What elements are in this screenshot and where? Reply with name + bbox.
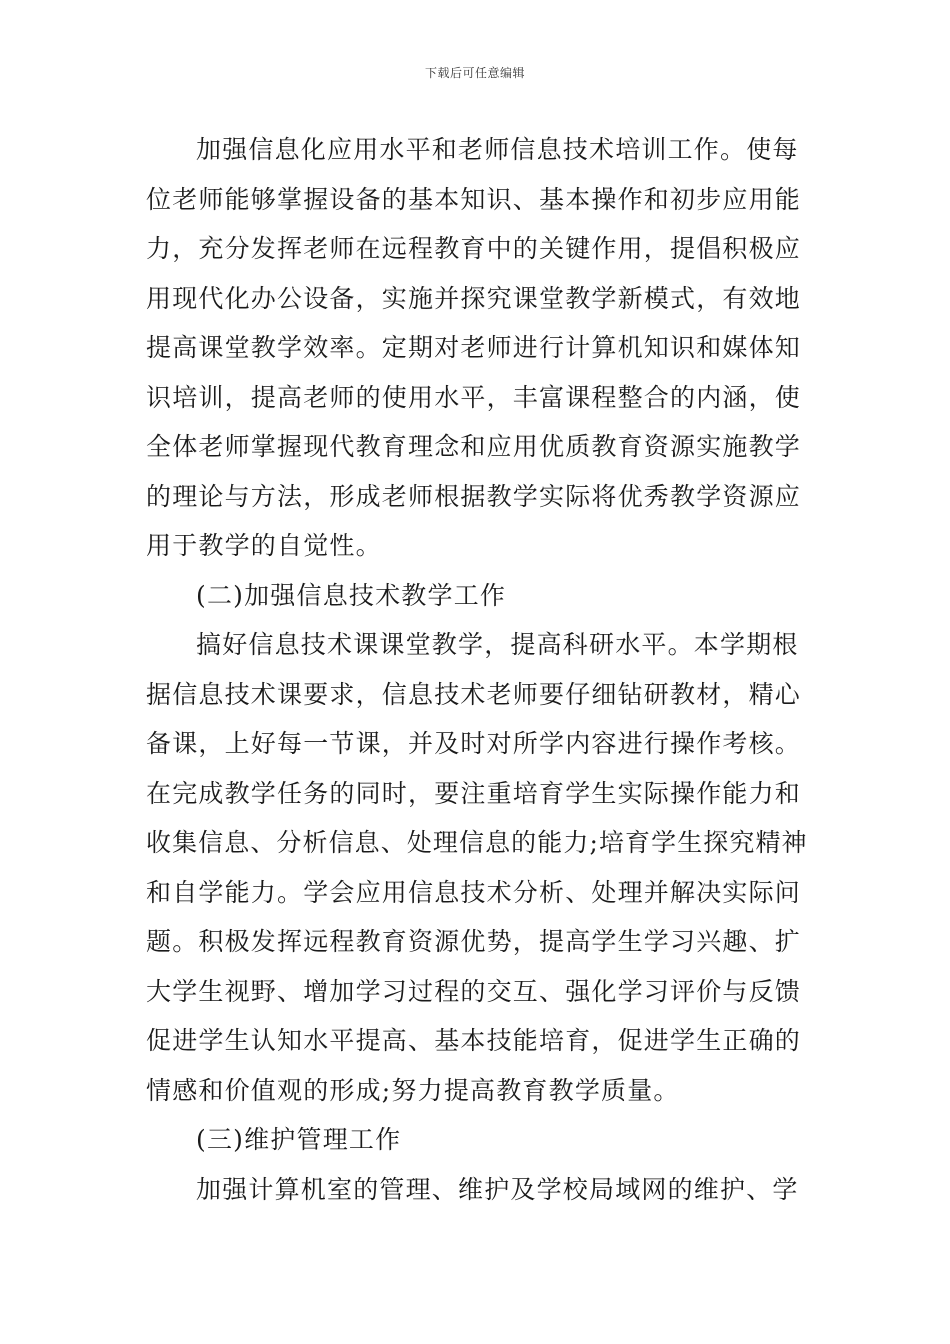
text-line: 位老师能够掌握设备的基本知识、基本操作和初步应用能 [146, 185, 802, 214]
text-line: 大学生视野、增加学习过程的交互、强化学习评价与反馈 [146, 977, 802, 1006]
text-line: 搞好信息技术课课堂教学，提高科研水平。本学期根 [196, 630, 799, 659]
text-line: 全体老师掌握现代教育理念和应用优质教育资源实施教学 [146, 432, 802, 461]
text-line: 情感和价值观的形成;努力提高教育教学质量。 [146, 1076, 680, 1105]
text-line: 备课，上好每一节课，并及时对所学内容进行操作考核。 [146, 729, 802, 758]
text-line: 促进学生认知水平提高、基本技能培育，促进学生正确的 [146, 1026, 802, 1055]
text-line: 加强信息化应用水平和老师信息技术培训工作。使每 [196, 135, 799, 164]
section-heading: (三)维护管理工作 [196, 1125, 402, 1154]
text-line: 收集信息、分析信息、处理信息的能力;培育学生探究精神 [146, 828, 808, 857]
text-line: 力，充分发挥老师在远程教育中的关键作用，提倡积极应 [146, 234, 802, 263]
text-line: 的理论与方法，形成老师根据教学实际将优秀教学资源应 [146, 482, 802, 511]
text-line: 和自学能力。学会应用信息技术分析、处理并解决实际问 [146, 878, 802, 907]
page-header: 下载后可任意编辑 [424, 66, 525, 80]
text-line: 提高课堂教学效率。定期对老师进行计算机知识和媒体知 [146, 333, 802, 362]
text-line: 在完成教学任务的同时，要注重培育学生实际操作能力和 [146, 779, 802, 808]
text-line: 加强计算机室的管理、维护及学校局域网的维护、学 [196, 1175, 799, 1204]
text-line: 用现代化办公设备，实施并探究课堂教学新模式，有效地 [146, 284, 802, 313]
text-line: 题。积极发挥远程教育资源优势，提高学生学习兴趣、扩 [146, 927, 802, 956]
section-heading: (二)加强信息技术教学工作 [196, 581, 507, 610]
text-line: 用于教学的自觉性。 [146, 531, 382, 560]
text-line: 据信息技术课要求，信息技术老师要仔细钻研教材，精心 [146, 680, 802, 709]
text-line: 识培训，提高老师的使用水平，丰富课程整合的内涵，使 [146, 383, 802, 412]
